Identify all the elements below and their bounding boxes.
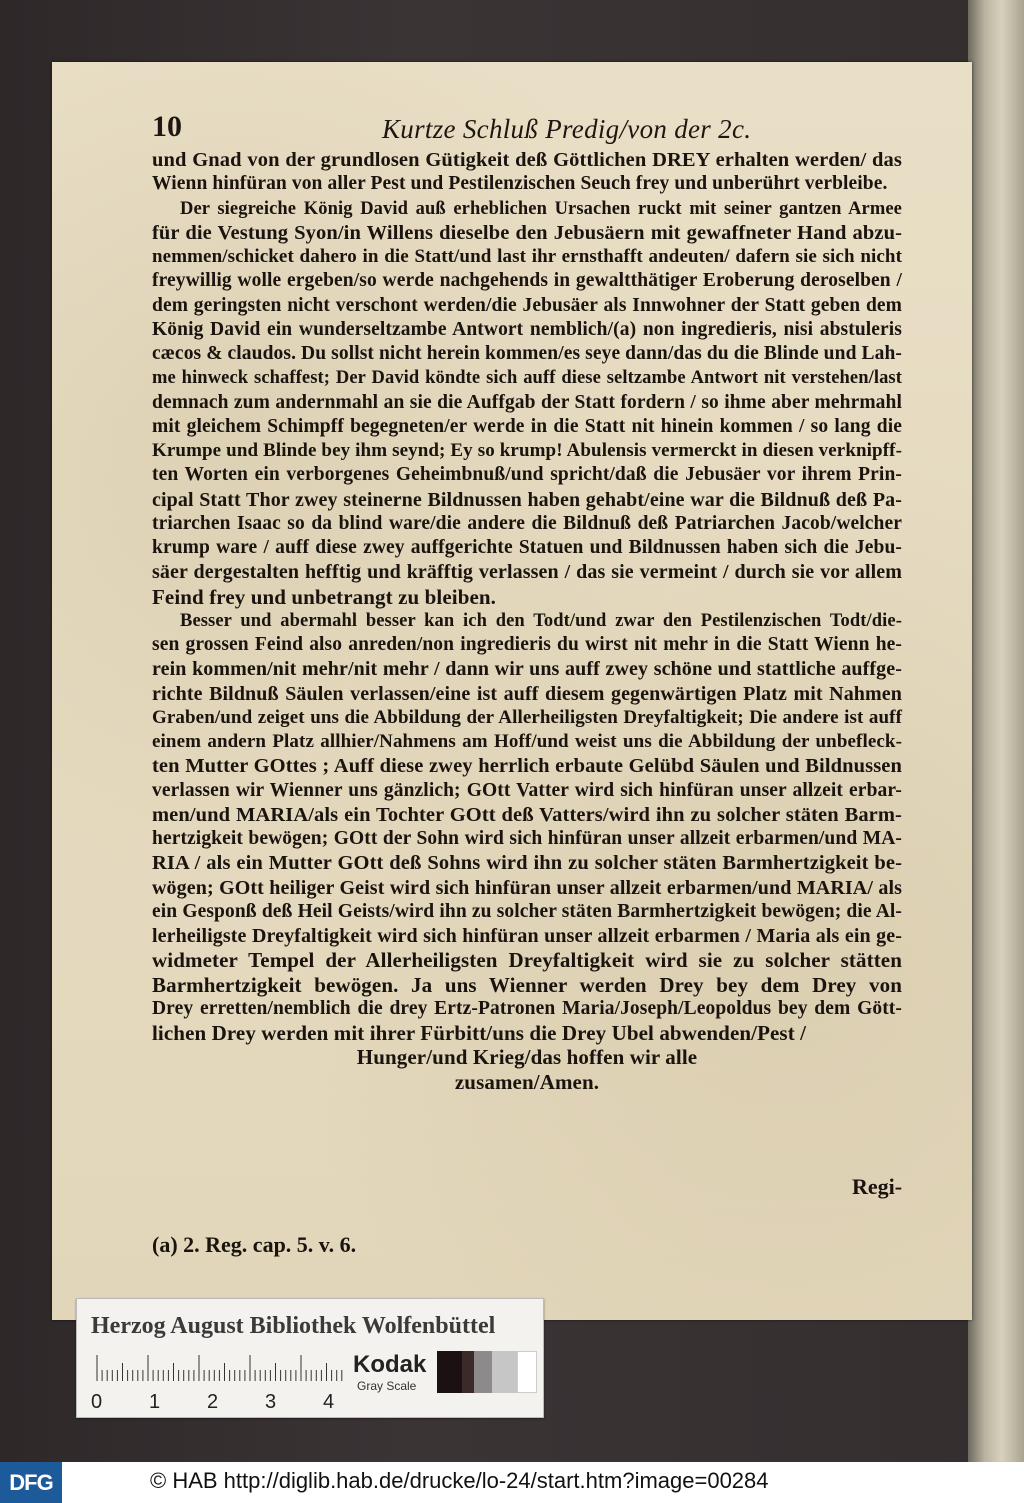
book-page bbox=[52, 62, 972, 1320]
gray-swatch bbox=[474, 1351, 492, 1393]
next-page-edge bbox=[968, 0, 1024, 1462]
body-text bbox=[152, 148, 902, 1148]
text-line: Krumpe und Blinde bey ihm seynd; Ey so krump! Abulensis vermerckt in diesen verknipff- bbox=[152, 440, 902, 461]
text-line: krump ware / auff diese zwey auffgerichte Statuen und Bildnussen haben sich die Jebu- bbox=[152, 537, 902, 558]
scale-number: 4 bbox=[323, 1391, 335, 1413]
color-checker-card bbox=[76, 1298, 544, 1418]
catchword: Regi- bbox=[852, 1174, 903, 1199]
text-line: und Gnad von der grundlosen Gütigkeit deß Göttlichen DREY erhalten werden/ das bbox=[152, 149, 902, 171]
gray-swatch bbox=[492, 1351, 517, 1393]
text-line: men/und MARIA/als ein Tochter GOtt deß Vatters/wird ihn zu solcher stäten Barm- bbox=[152, 803, 902, 826]
text-line: Wienn hinfüran von aller Pest und Pestilenzischen Seuch frey und unberührt verbleibe. bbox=[152, 173, 888, 195]
text-line: säer dergestalten hefftig und kräfftig verlassen / das sie vermeint / durch sie vor allem bbox=[152, 561, 902, 584]
text-line: zusamen/Amen. bbox=[454, 1069, 600, 1094]
text-line: richte Bildnuß Säulen verlassen/eine ist auff diesem gegenwärtigen Platz mit Nahmen bbox=[152, 682, 902, 705]
text-line: Drey erretten/nemblich die drey Ertz-Patronen Maria/Joseph/Leopoldus bey dem Gött- bbox=[152, 997, 902, 1019]
scale-number: 3 bbox=[265, 1391, 277, 1413]
gray-swatch bbox=[517, 1351, 537, 1393]
text-line: lichen Drey werden mit ihrer Fürbitt/uns die Drey Ubel abwenden/Pest / bbox=[152, 1021, 807, 1045]
text-line: Feind frey und unbetrangt zu bleiben. bbox=[152, 584, 497, 609]
page-number: 10 bbox=[152, 110, 182, 143]
text-line: cæcos & claudos. Du sollst nicht herein kommen/es seye dann/das du die Blinde und Lah- bbox=[152, 343, 902, 364]
page-header bbox=[152, 110, 912, 146]
text-line: nemmen/schicket dahero in die Statt/und last ihr ernsthafft andeuten/ dafern sie sich nicht bbox=[152, 246, 902, 267]
text-line: freywillig wolle ergeben/so werde nachgehends in gewaltthätiger Eroberung deroselben / bbox=[152, 270, 902, 292]
text-line: hertzigkeit bewögen; GOtt der Sohn wird sich hinfüran unser allzeit erbarmen/und MA- bbox=[152, 828, 902, 849]
text-line: Barmhertzigkeit bewögen. Ja uns Wienner werden Drey bey dem Drey von bbox=[152, 972, 902, 997]
gray-swatch bbox=[437, 1351, 464, 1393]
text-line: triarchen Isaac so da blind ware/die andere die Bildnuß deß Patriarchen Jacob/welcher bbox=[152, 512, 902, 534]
text-line: für die Vestung Syon/in Willens dieselbe den Jebusäern mit gewaffneter Hand abzu- bbox=[152, 221, 902, 244]
credit-link[interactable]: © HAB http://diglib.hab.de/drucke/lo-24/start.htm?image=00284 bbox=[150, 1468, 769, 1493]
scale-number: 0 bbox=[91, 1391, 103, 1413]
running-head: Kurtze Schluß Predig/von der 2c. bbox=[382, 114, 752, 144]
text-line: lerheiligste Dreyfaltigkeit wird sich hinfüran unser allzeit erbarmen / Maria als ein ge- bbox=[152, 925, 902, 947]
text-line: Der siegreiche König David auß erheblichen Ursachen ruckt mit seiner gantzen Armee bbox=[180, 198, 902, 219]
text-line: ein Gesponß deß Heil Geists/wird ihn zu solcher stäten Barmhertzigkeit bewögen; die Al- bbox=[152, 900, 902, 922]
text-line: ten Mutter GOttes ; Auff diese zwey herrlich erbaute Gelübd Säulen und Bildnussen bbox=[152, 755, 902, 778]
ruler-scale bbox=[93, 1353, 343, 1381]
text-line: Hunger/und Krieg/das hoffen wir alle bbox=[356, 1045, 698, 1070]
text-line: Graben/und zeiget uns die Abbildung der Allerheiligsten Dreyfaltigkeit; Die andere ist auff bbox=[152, 706, 902, 728]
text-line: einem andern Platz allhier/Nahmens am Hoff/und weist uns die Abbildung der unbefleck- bbox=[152, 731, 902, 752]
text-line: cipal Statt Thor zwey steinerne Bildnussen haben gehabt/eine war die Bildnuß deß Pa- bbox=[152, 488, 902, 511]
text-line: RIA / als ein Mutter GOtt deß Sohns wird ihn zu solcher stäten Barmhertzigkeit be- bbox=[152, 852, 902, 875]
text-line: dem geringsten nicht verschont werden/die Jebusäer als Innwohner der Statt geben dem bbox=[152, 294, 902, 316]
kodak-logo: Kodak bbox=[353, 1351, 427, 1378]
text-line: mit gleichem Schimpff begegneten/er werde in die Statt nit hinein kommen / so lang die bbox=[152, 415, 902, 437]
footer-bar bbox=[0, 1462, 1024, 1503]
card-title: Herzog August Bibliothek Wolfenbüttel bbox=[91, 1313, 496, 1339]
text-line: Besser und abermahl besser kan ich den Todt/und zwar den Pestilenzischen Todt/die- bbox=[180, 610, 902, 631]
gray-swatch bbox=[462, 1351, 474, 1393]
text-line: ten Worten ein verborgenes Geheimbnuß/und spricht/daß die Jebusäer vor ihrem Prin- bbox=[152, 464, 902, 486]
scale-number: 2 bbox=[207, 1391, 219, 1413]
text-line: sen grossen Feind also anreden/non ingredieris du wirst nit mehr in die Statt Wienn he- bbox=[152, 634, 902, 655]
text-line: König David ein wunderseltzambe Antwort nemblich/(a) non ingredieris, nisi abstuleris bbox=[152, 318, 902, 340]
dfg-logo: DFG bbox=[0, 1462, 62, 1503]
text-line: me hinweck schaffest; Der David köndte sich auff diese seltzambe Antwort nit verstehen/last bbox=[152, 368, 902, 389]
gray-scale-label: Gray Scale bbox=[357, 1379, 417, 1393]
text-line: verlassen wir Wienner uns gänzlich; GOtt Vatter wird sich hinfüran unser allzeit erbar- bbox=[152, 779, 902, 801]
footnote: (a) 2. Reg. cap. 5. v. 6. bbox=[152, 1232, 357, 1257]
text-line: wögen; GOtt heiliger Geist wird sich hinfüran unser allzeit erbarmen/und MARIA/ als bbox=[152, 876, 902, 899]
text-line: rein kommen/nit mehr/nit mehr / dann wir uns auff zwey schöne und stattliche auffge- bbox=[152, 658, 902, 681]
text-line: demnach zum andernmahl an sie die Auffgab der Statt fordern / so ihme aber mehrmahl bbox=[152, 391, 902, 413]
scale-number: 1 bbox=[149, 1391, 161, 1413]
text-line: widmeter Tempel der Allerheiligsten Dreyfaltigkeit wird sie zu solcher stätten bbox=[152, 948, 902, 973]
